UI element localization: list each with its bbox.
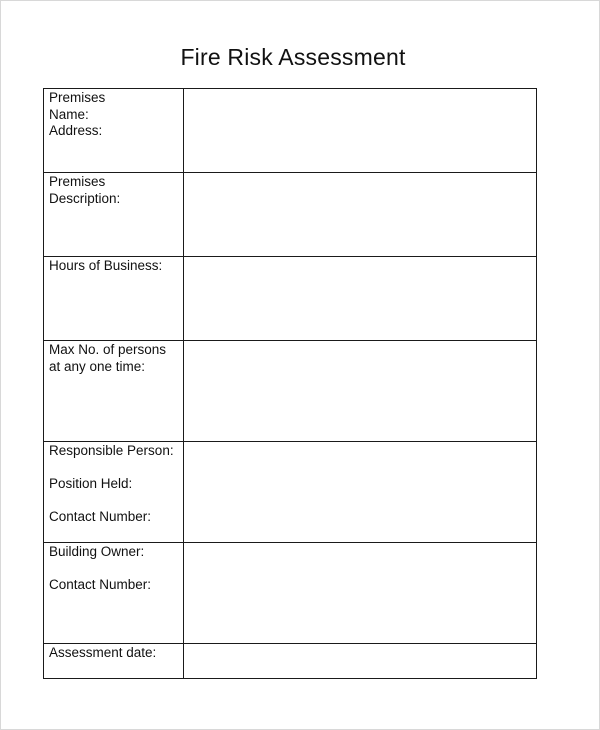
- premises-description-field[interactable]: [184, 173, 537, 257]
- label-line: Responsible Person:: [49, 443, 174, 458]
- document-title: Fire Risk Assessment: [180, 44, 406, 70]
- hours-of-business-field[interactable]: [184, 257, 537, 341]
- premises-description-row: [44, 173, 537, 257]
- label-line: Position Held:: [49, 476, 133, 491]
- hours-of-business-label: [44, 257, 184, 341]
- label-line: Premises: [49, 174, 106, 189]
- premises-name-address-row: [44, 89, 537, 173]
- label-spacer: [49, 493, 183, 510]
- label-line: Name:: [49, 106, 89, 122]
- label-spacer: [49, 460, 183, 477]
- building-owner-row: [44, 543, 537, 644]
- label-line: Max No. of persons: [49, 342, 167, 357]
- label-line: Hours of Business:: [49, 258, 163, 273]
- label-line: Assessment date:: [49, 645, 157, 660]
- label-line: Contact Number:: [49, 509, 152, 524]
- responsible-person-field[interactable]: [184, 442, 537, 543]
- assessment-date-label: [44, 644, 184, 679]
- label-line: Contact Number:: [49, 577, 152, 592]
- building-owner-field[interactable]: [184, 543, 537, 644]
- max-persons-field[interactable]: [184, 341, 537, 442]
- assessment-form-table: [43, 88, 537, 679]
- assessment-date-field[interactable]: [184, 644, 537, 679]
- building-owner-label: [44, 543, 184, 644]
- label-line: Premises: [49, 90, 106, 105]
- label-line: at any one time:: [49, 358, 146, 374]
- responsible-person-row: [44, 442, 537, 543]
- assessment-date-row: [44, 644, 537, 679]
- premises-name-address-field[interactable]: [184, 89, 537, 173]
- premises-name-address-label: [44, 89, 184, 173]
- label-line: Address:: [49, 123, 103, 138]
- hours-of-business-row: [44, 257, 537, 341]
- max-persons-row: [44, 341, 537, 442]
- label-spacer: [49, 561, 183, 578]
- responsible-person-label: [44, 442, 184, 543]
- premises-description-label: [44, 173, 184, 257]
- label-line: Description:: [49, 190, 121, 206]
- max-persons-label: [44, 341, 184, 442]
- label-line: Building Owner:: [49, 544, 145, 559]
